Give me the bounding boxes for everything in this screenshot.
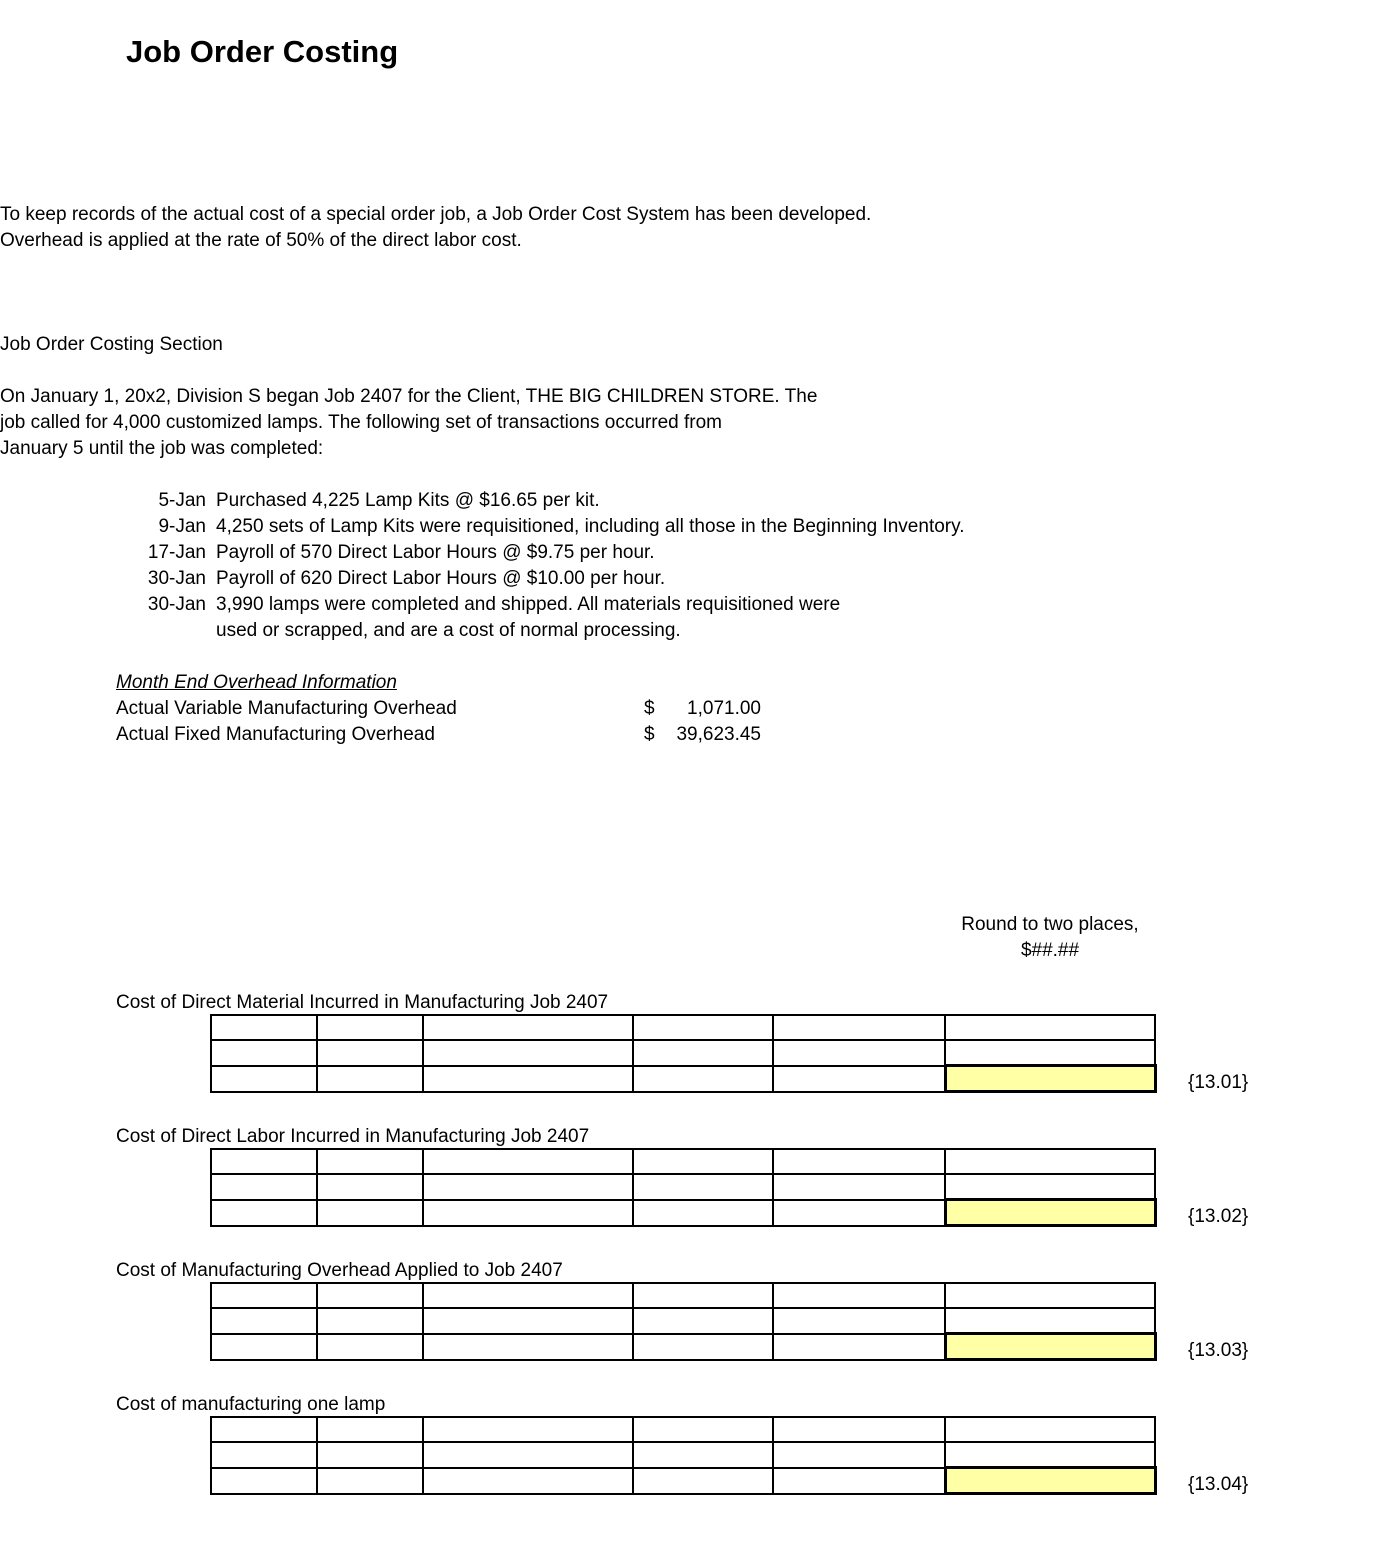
work-cell[interactable] xyxy=(633,1174,773,1200)
work-cell[interactable] xyxy=(211,1200,317,1226)
work-cell[interactable] xyxy=(423,1442,633,1468)
rounding-note xyxy=(944,912,1156,964)
work-cell[interactable] xyxy=(773,1174,945,1200)
transaction-desc: Payroll of 570 Direct Labor Hours @ $9.75 per hour. xyxy=(216,542,655,563)
work-cell[interactable] xyxy=(773,1468,945,1494)
question-label: Cost of Direct Material Incurred in Manufacturing Job 2407 xyxy=(116,992,609,1013)
answer-cell[interactable] xyxy=(945,1066,1155,1092)
scenario-line-2: job called for 4,000 customized lamps. The following set of transactions occurred from xyxy=(0,412,722,433)
work-cell[interactable] xyxy=(773,1200,945,1226)
overhead-currency: $ xyxy=(644,724,655,745)
work-cell[interactable] xyxy=(633,1040,773,1066)
work-cell[interactable] xyxy=(211,1283,317,1308)
work-cell[interactable] xyxy=(633,1200,773,1226)
work-cell[interactable] xyxy=(773,1040,945,1066)
scenario-line-3: January 5 until the job was completed: xyxy=(0,438,324,459)
work-cell[interactable] xyxy=(773,1334,945,1360)
work-cell[interactable] xyxy=(423,1066,633,1092)
work-grid xyxy=(210,1148,1157,1227)
answer-cell[interactable] xyxy=(945,1200,1155,1226)
work-cell[interactable] xyxy=(317,1442,423,1468)
work-cell[interactable] xyxy=(423,1334,633,1360)
work-cell[interactable] xyxy=(317,1174,423,1200)
work-cell[interactable] xyxy=(317,1308,423,1334)
work-cell[interactable] xyxy=(211,1015,317,1040)
transaction-desc: 4,250 sets of Lamp Kits were requisitioned, including all those in the Beginning Inventory. xyxy=(216,516,965,537)
work-cell[interactable] xyxy=(633,1283,773,1308)
work-cell[interactable] xyxy=(773,1417,945,1442)
work-cell[interactable] xyxy=(423,1149,633,1174)
work-cell[interactable] xyxy=(633,1066,773,1092)
transaction-date: 30-Jan xyxy=(147,594,206,615)
overhead-label: Actual Fixed Manufacturing Overhead xyxy=(116,724,435,745)
page-title: Job Order Costing xyxy=(126,34,399,69)
work-cell[interactable] xyxy=(317,1040,423,1066)
work-cell[interactable] xyxy=(317,1066,423,1092)
question-ref: {13.02} xyxy=(1188,1206,1249,1227)
work-cell[interactable] xyxy=(633,1308,773,1334)
work-grid xyxy=(210,1014,1157,1093)
overhead-amount: 39,623.45 xyxy=(676,724,761,745)
answer-cell[interactable] xyxy=(945,1468,1155,1494)
rounding-note-line-2: $##.## xyxy=(1020,940,1080,961)
question-ref: {13.03} xyxy=(1188,1340,1249,1361)
work-cell[interactable] xyxy=(945,1417,1155,1442)
work-cell[interactable] xyxy=(211,1442,317,1468)
work-cell[interactable] xyxy=(423,1040,633,1066)
work-grid xyxy=(210,1416,1157,1495)
work-cell[interactable] xyxy=(945,1283,1155,1308)
work-cell[interactable] xyxy=(633,1149,773,1174)
question-label: Cost of Manufacturing Overhead Applied to Job 2407 xyxy=(116,1260,563,1281)
work-cell[interactable] xyxy=(633,1334,773,1360)
overhead-label: Actual Variable Manufacturing Overhead xyxy=(116,698,457,719)
question-label: Cost of Direct Labor Incurred in Manufacturing Job 2407 xyxy=(116,1126,590,1147)
transaction-desc: Purchased 4,225 Lamp Kits @ $16.65 per kit. xyxy=(216,490,600,511)
work-cell[interactable] xyxy=(317,1283,423,1308)
transaction-desc: Payroll of 620 Direct Labor Hours @ $10.00 per hour. xyxy=(216,568,666,589)
question-label: Cost of manufacturing one lamp xyxy=(116,1394,386,1415)
scenario-line-1: On January 1, 20x2, Division S began Job 2407 for the Client, THE BIG CHILDREN STORE. The xyxy=(0,386,818,407)
work-cell[interactable] xyxy=(773,1149,945,1174)
work-cell[interactable] xyxy=(211,1174,317,1200)
transaction-date: 5-Jan xyxy=(158,490,206,511)
work-cell[interactable] xyxy=(945,1040,1155,1066)
work-cell[interactable] xyxy=(633,1468,773,1494)
overhead-heading: Month End Overhead Information xyxy=(116,672,397,693)
work-cell[interactable] xyxy=(423,1174,633,1200)
transaction-date: 17-Jan xyxy=(147,542,206,563)
work-cell[interactable] xyxy=(773,1066,945,1092)
transaction-date: 30-Jan xyxy=(147,568,206,589)
work-cell[interactable] xyxy=(211,1066,317,1092)
work-cell[interactable] xyxy=(773,1015,945,1040)
work-grid xyxy=(210,1282,1157,1361)
work-cell[interactable] xyxy=(945,1149,1155,1174)
work-cell[interactable] xyxy=(211,1334,317,1360)
work-cell[interactable] xyxy=(211,1417,317,1442)
transaction-date: 9-Jan xyxy=(158,516,206,537)
work-cell[interactable] xyxy=(423,1283,633,1308)
rounding-note-line-1: Round to two places, xyxy=(961,914,1139,935)
work-cell[interactable] xyxy=(773,1308,945,1334)
work-cell[interactable] xyxy=(211,1149,317,1174)
work-cell[interactable] xyxy=(773,1442,945,1468)
work-cell[interactable] xyxy=(211,1468,317,1494)
transaction-desc: used or scrapped, and are a cost of normal processing. xyxy=(216,620,681,641)
section-heading: Job Order Costing Section xyxy=(0,334,223,355)
work-cell[interactable] xyxy=(211,1308,317,1334)
work-cell[interactable] xyxy=(317,1200,423,1226)
work-cell[interactable] xyxy=(423,1015,633,1040)
work-cell[interactable] xyxy=(423,1200,633,1226)
answer-cell[interactable] xyxy=(945,1334,1155,1360)
work-cell[interactable] xyxy=(773,1283,945,1308)
intro-line-2: Overhead is applied at the rate of 50% of the direct labor cost. xyxy=(0,230,522,251)
work-cell[interactable] xyxy=(317,1417,423,1442)
work-cell[interactable] xyxy=(633,1442,773,1468)
work-cell[interactable] xyxy=(633,1417,773,1442)
overhead-amount: 1,071.00 xyxy=(687,698,761,719)
work-cell[interactable] xyxy=(423,1417,633,1442)
work-cell[interactable] xyxy=(945,1308,1155,1334)
transaction-desc: 3,990 lamps were completed and shipped. All materials requisitioned were xyxy=(216,594,841,615)
work-cell[interactable] xyxy=(423,1308,633,1334)
work-cell[interactable] xyxy=(945,1015,1155,1040)
work-cell[interactable] xyxy=(211,1040,317,1066)
work-cell[interactable] xyxy=(633,1015,773,1040)
work-cell[interactable] xyxy=(317,1468,423,1494)
overhead-currency: $ xyxy=(644,698,655,719)
question-ref: {13.01} xyxy=(1188,1072,1249,1093)
intro-line-1: To keep records of the actual cost of a special order job, a Job Order Cost System has been developed. xyxy=(0,204,872,225)
work-cell[interactable] xyxy=(317,1334,423,1360)
work-cell[interactable] xyxy=(945,1442,1155,1468)
work-cell[interactable] xyxy=(423,1468,633,1494)
question-ref: {13.04} xyxy=(1188,1474,1249,1495)
work-cell[interactable] xyxy=(945,1174,1155,1200)
work-cell[interactable] xyxy=(317,1149,423,1174)
work-cell[interactable] xyxy=(317,1015,423,1040)
